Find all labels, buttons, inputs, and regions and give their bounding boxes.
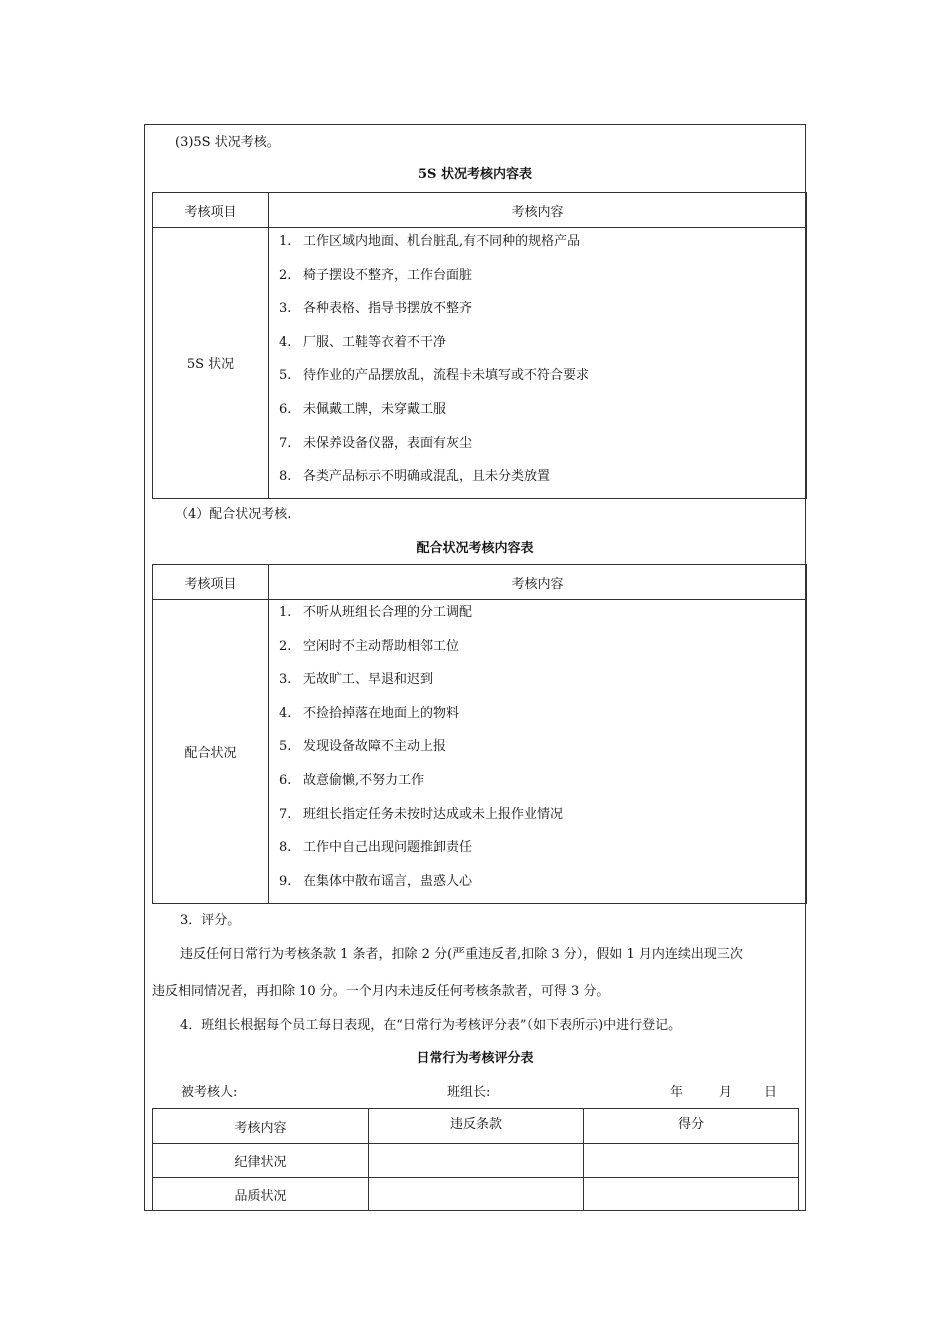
list-item: 1. 不听从班组长合理的分工调配 [279, 605, 473, 620]
list-item: 8. 工作中自己出现问题推卸责任 [279, 840, 473, 856]
table-5s-header-content: 考核内容 [269, 193, 807, 228]
table-coop [152, 564, 807, 904]
daily-cell-clause [369, 1144, 584, 1178]
daily-cell-score [584, 1144, 799, 1178]
daily-table-title: 日常行为考核评分表 [416, 1051, 534, 1066]
day-label: 日 [764, 1085, 778, 1100]
daily-cell-score [584, 1178, 799, 1211]
table-coop-title: 配合状况考核内容表 [416, 541, 534, 556]
month-label: 月 [719, 1085, 733, 1100]
table-5s [152, 192, 807, 499]
table-coop-header-item: 考核项目 [153, 565, 269, 600]
list-item: 4. 厂服、工鞋等衣着不干净 [279, 334, 447, 350]
list-item: 1. 工作区域内地面、机台脏乱,有不同种的规格产品 [279, 234, 581, 249]
table-5s-title: 5S 状况考核内容表 [418, 167, 532, 182]
daily-header-content: 考核内容 [153, 1109, 369, 1144]
scoring-paragraph-line1: 违反任何日常行为考核条款 1 条者，扣除 2 分(严重违反者,扣除 3 分），假如 1 月内连续出现三次 [180, 947, 743, 962]
leader-label: 班组长: [447, 1085, 491, 1100]
list-item: 2. 椅子摆设不整齐，工作台面脏 [279, 267, 473, 283]
list-item: 3. 各种表格、指导书摆放不整齐 [279, 301, 473, 317]
table-coop-header-content: 考核内容 [269, 565, 807, 600]
list-item: 6. 故意偷懒,不努力工作 [279, 772, 425, 788]
daily-cell-clause [369, 1178, 584, 1211]
table-5s-header-item: 考核项目 [153, 193, 269, 228]
scoring-paragraph-line2: 违反相同情况者，再扣除 10 分。一个月内未违反任何考核条款者，可得 3 分。 [152, 984, 610, 999]
daily-header-clause: 违反条款 [369, 1109, 584, 1144]
list-item: 8. 各类产品标示不明确或混乱，且未分类放置 [279, 469, 551, 485]
examinee-label: 被考核人: [181, 1085, 238, 1100]
list-item: 6. 未佩戴工牌，未穿戴工服 [279, 401, 447, 417]
table-coop-row-label: 配合状况 [153, 600, 269, 904]
list-item: 9. 在集体中散布谣言，蛊惑人心 [279, 873, 473, 889]
list-item: 2. 空闲时不主动帮助相邻工位 [279, 638, 460, 654]
point-4: 4．班组长根据每个员工每日表现，在“日常行为考核评分表”（如下表所示)中进行登记。 [180, 1018, 682, 1033]
table-5s-items [269, 229, 806, 498]
list-item: 7. 班组长指定任务未按时达成或未上报作业情况 [279, 806, 564, 822]
table-coop-items [269, 600, 806, 902]
section-5s-heading: (3)5S 状况考核。 [175, 135, 280, 150]
list-item: 4. 不捡拾掉落在地面上的物料 [279, 705, 460, 721]
daily-header-score: 得分 [584, 1109, 799, 1144]
list-item: 7. 未保养设备仪器，表面有灰尘 [279, 435, 473, 451]
scoring-heading: 3．评分。 [180, 913, 241, 928]
table-5s-row-label: 5S 状况 [153, 228, 269, 499]
list-item: 3. 无故旷工、早退和迟到 [279, 672, 434, 688]
list-item: 5. 待作业的产品摆放乱，流程卡未填写或不符合要求 [279, 368, 590, 384]
daily-row-discipline: 纪律状况 [153, 1144, 369, 1178]
list-item: 5. 发现设备故障不主动上报 [279, 739, 447, 755]
daily-row-quality: 品质状况 [153, 1178, 369, 1211]
daily-table [152, 1108, 799, 1211]
year-label: 年 [670, 1085, 684, 1100]
section-coop-heading: （4）配合状况考核. [175, 507, 292, 522]
